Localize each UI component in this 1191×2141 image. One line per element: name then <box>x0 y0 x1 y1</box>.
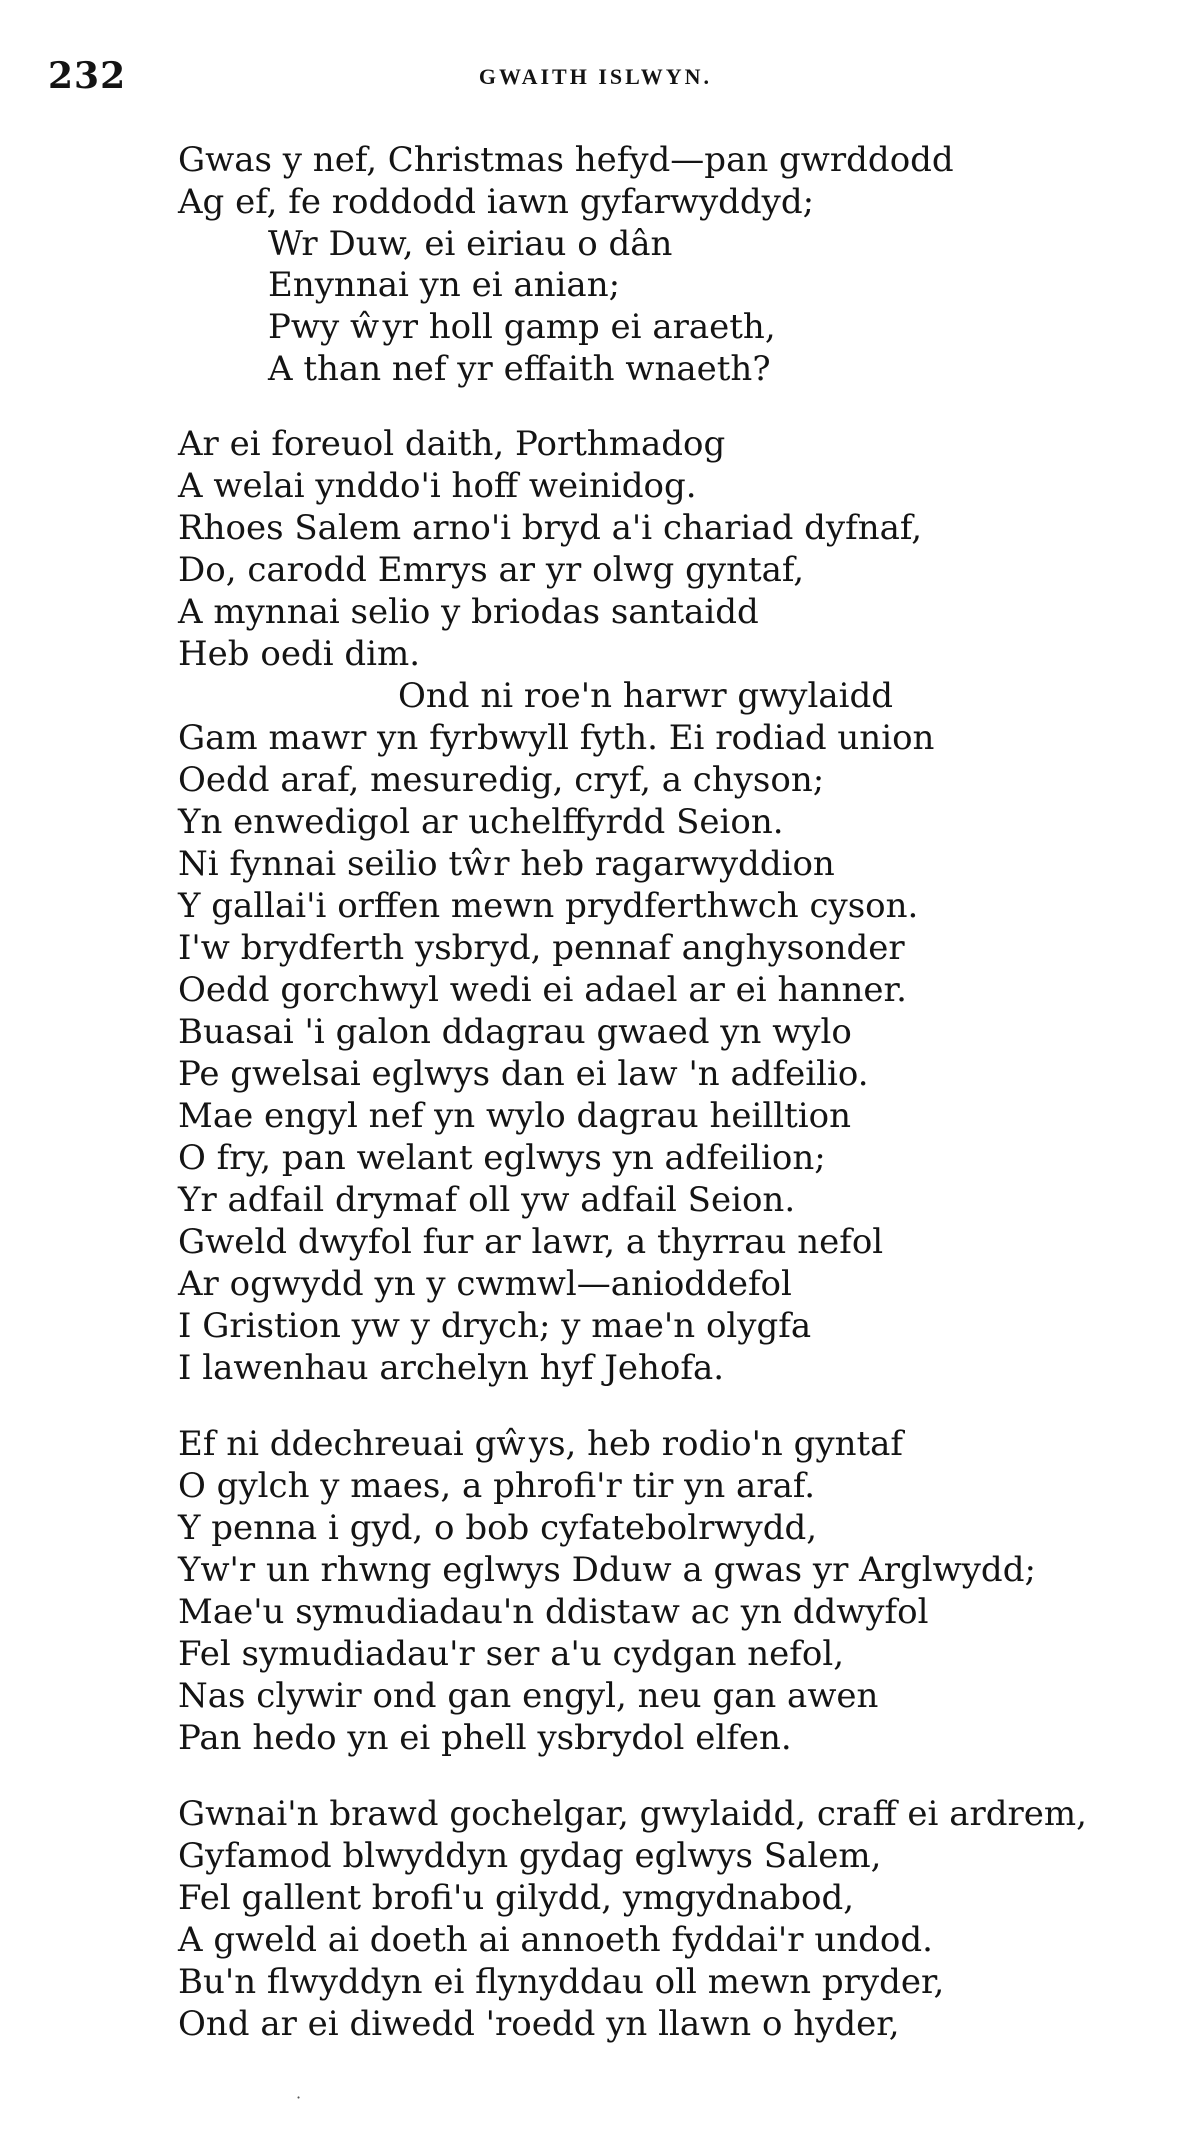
poem-line: Y gallai'i orffen mewn prydferthwch cyson. <box>178 886 919 926</box>
poem-line: Heb oedi dim. <box>178 634 421 674</box>
poem-line: Yw'r un rhwng eglwys Dduw a gwas yr Arglwydd; <box>178 1550 1036 1590</box>
poem-line: A than nef yr effaith wnaeth? <box>268 349 771 389</box>
poem-line: Mae engyl nef yn wylo dagrau heilltion <box>178 1096 852 1136</box>
poem-line: I Gristion yw y drych; y mae'n olygfa <box>178 1306 812 1346</box>
poem-line: Pwy ŵyr holl gamp ei araeth, <box>268 307 776 347</box>
poem-line: Ond ar ei diwedd 'roedd yn llawn o hyder, <box>178 2004 900 2044</box>
poem-line: A gweld ai doeth ai annoeth fyddai'r undod. <box>178 1920 933 1960</box>
poem-line: Oedd gorchwyl wedi ei adael ar ei hanner. <box>178 970 907 1010</box>
poem-line: Fel symudiadau'r ser a'u cydgan nefol, <box>178 1634 845 1674</box>
poem-line: Yn enwedigol ar uchelffyrdd Seion. <box>178 802 784 842</box>
poem-line: Do, carodd Emrys ar yr olwg gyntaf, <box>178 550 805 590</box>
poem-line: Enynnai yn ei anian; <box>268 265 621 305</box>
poem-line: I lawenhau archelyn hyf Jehofa. <box>178 1348 725 1388</box>
poem-line: Wr Duw, ei eiriau o dân <box>268 224 673 264</box>
poem-line: Oedd araf, mesuredig, cryf, a chyson; <box>178 760 825 800</box>
poem-line: I'w brydferth ysbryd, pennaf anghysonder <box>178 928 905 968</box>
poem-line: Gam mawr yn fyrbwyll fyth. Ei rodiad union <box>178 718 935 758</box>
running-title: GWAITH ISLWYN. <box>478 64 713 89</box>
poem-line: Gweld dwyfol fur ar lawr, a thyrrau nefol <box>178 1222 884 1262</box>
poem-line: Gwas y nef, Christmas hefyd—pan gwrddodd <box>178 140 954 180</box>
poem-line: Pan hedo yn ei phell ysbrydol elfen. <box>178 1718 792 1758</box>
poem-line: Gyfamod blwyddyn gydag eglwys Salem, <box>178 1836 882 1876</box>
poem-line: A welai ynddo'i hoff weinidog. <box>178 466 697 506</box>
poem-line: A mynnai selio y briodas santaidd <box>178 592 759 632</box>
poem-line: Rhoes Salem arno'i bryd a'i chariad dyfnaf, <box>178 508 923 548</box>
poem-line: Buasai 'i galon ddagrau gwaed yn wylo <box>178 1012 852 1052</box>
page-number: 232 <box>48 55 127 97</box>
poem-line: Ag ef, fe roddodd iawn gyfarwyddyd; <box>178 182 815 222</box>
poem-line: Ar ogwydd yn y cwmwl—anioddefol <box>178 1264 792 1304</box>
poem-line: Ond ni roe'n harwr gwylaidd <box>398 676 894 716</box>
poem-line: Bu'n flwyddyn ei flynyddau oll mewn pryder, <box>178 1962 945 2002</box>
poem-line: Nas clywir ond gan engyl, neu gan awen <box>178 1676 879 1716</box>
print-speck: · <box>296 2088 302 2107</box>
poem-line: Ni fynnai seilio tŵr heb ragarwyddion <box>178 844 835 884</box>
poem-line: Fel gallent brofi'u gilydd, ymgydnabod, <box>178 1878 855 1918</box>
poem-line: Y penna i gyd, o bob cyfatebolrwydd, <box>178 1508 818 1548</box>
poem-line: Ef ni ddechreuai gŵys, heb rodio'n gyntaf <box>178 1424 904 1464</box>
poem-line: Yr adfail drymaf oll yw adfail Seion. <box>178 1180 796 1220</box>
poem-line: O fry, pan welant eglwys yn adfeilion; <box>178 1138 826 1178</box>
poem-line: Pe gwelsai eglwys dan ei law 'n adfeilio. <box>178 1054 869 1094</box>
poem-line: Ar ei foreuol daith, Porthmadog <box>178 424 726 464</box>
poem-line: Gwnai'n brawd gochelgar, gwylaidd, craff ei ardrem, <box>178 1794 1087 1834</box>
poem-line: Mae'u symudiadau'n ddistaw ac yn ddwyfol <box>178 1592 929 1632</box>
poem-line: O gylch y maes, a phrofi'r tir yn araf. <box>178 1466 816 1506</box>
